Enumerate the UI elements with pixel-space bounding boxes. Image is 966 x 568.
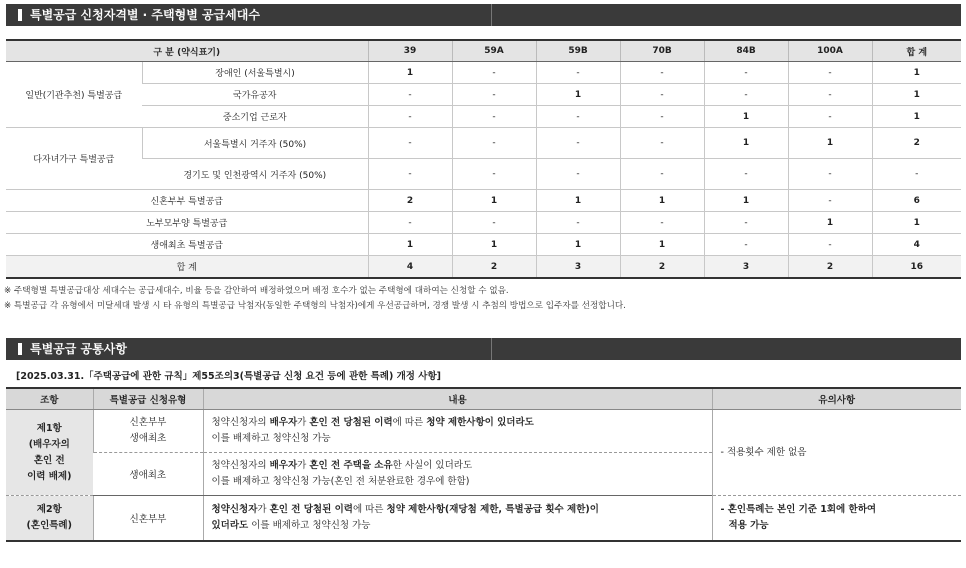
row-label: 경기도 및 인천광역시 거주자 (50%): [142, 159, 368, 190]
cell: 1: [788, 212, 872, 234]
cell: -: [452, 106, 536, 128]
cell: -: [368, 106, 452, 128]
cell: 1: [368, 62, 452, 84]
cell: 1: [788, 128, 872, 159]
note-line: 적용 가능: [728, 520, 769, 531]
cell: -: [452, 84, 536, 106]
content-line: [212, 502, 712, 518]
common-rules-table: [6, 387, 961, 542]
header-content: 내용: [203, 388, 712, 410]
cell: 1: [704, 190, 788, 212]
cell: 2: [620, 256, 704, 279]
cell-total: 6: [872, 190, 961, 212]
footnotes: [4, 284, 626, 314]
cell: -: [620, 106, 704, 128]
cell: -: [620, 84, 704, 106]
content-cell: [203, 410, 712, 453]
cell: -: [704, 62, 788, 84]
header-divider: [491, 4, 492, 26]
cell: 1: [536, 234, 620, 256]
type-cell: 생애최초: [93, 453, 203, 496]
clause-text: (배우자의: [28, 438, 70, 450]
clause-text: 제2항: [36, 504, 62, 515]
cell: 1: [536, 190, 620, 212]
cell: 3: [536, 256, 620, 279]
cell: -: [536, 212, 620, 234]
section2-title: 특별공급 공통사항: [30, 342, 127, 356]
text: 가: [257, 504, 270, 515]
cell: -: [452, 212, 536, 234]
footnote: ※ 주택형별 특별공급대상 세대수는 공급세대수, 비율 등을 감안하여 배정하였으며 배정 호수가 없는 주택형에 대하여는 신청할 수 없음.: [4, 286, 509, 296]
content-line: [212, 458, 712, 474]
text: 청약신청자의: [211, 417, 270, 428]
section1-header-bar: [6, 4, 961, 26]
table-row: [6, 410, 961, 453]
header-notes: 유의사항: [712, 388, 961, 410]
row-label: 서울특별시 거주자 (50%): [142, 128, 368, 159]
cell: -: [368, 159, 452, 190]
footnote: ※ 특별공급 각 유형에서 미달세대 발생 시 타 유형의 특별공급 낙첨자(동일한 주택형의 낙첨자)에게 우선공급하며, 경쟁 발생 시 추첨의 방법으로 입주자를 선정합니다.: [4, 301, 626, 311]
row-label: 국가유공자: [142, 84, 368, 106]
content-line: 이를 배제하고 청약신청 가능(혼인 전 처분완료한 경우에 한함): [211, 476, 470, 487]
rule-amendment-title: [2025.03.31.「주택공급에 관한 규칙」제55조의3(특별공급 신청 요건 등에 관한 특례) 개정 사항]: [16, 371, 441, 382]
cell: -: [620, 128, 704, 159]
content-line: [212, 415, 712, 431]
row-label: 장애인 (서울특별시): [142, 62, 368, 84]
cell: 3: [704, 256, 788, 279]
cell: 1: [620, 234, 704, 256]
cell: -: [788, 106, 872, 128]
cell: -: [368, 128, 452, 159]
header-divider: [491, 338, 492, 360]
cell-total: 16: [872, 256, 961, 279]
content-line: [212, 518, 712, 534]
cell: -: [368, 212, 452, 234]
header-type: 특별공급 신청유형: [93, 388, 203, 410]
row-label: 신혼부부 특별공급: [6, 190, 368, 212]
text-bold: 청약 제한사항(재당첨 제한, 특별공급 횟수 제한)이: [386, 504, 599, 515]
cell: 1: [704, 106, 788, 128]
text-bold: 청약 제한사항이 있더라도: [426, 417, 534, 428]
table-row: [6, 106, 961, 128]
header-84b: 84B: [704, 40, 788, 62]
header-category: 구 분 (약식표기): [6, 40, 368, 62]
row-label: 중소기업 근로자: [142, 106, 368, 128]
text-bold: 청약신청자: [211, 504, 258, 515]
text: 한 사실이 있더라도: [392, 460, 473, 471]
table-header-row: [6, 388, 961, 410]
table-header-row: [6, 40, 961, 62]
text: 이를 배제하고 청약신청 가능: [248, 520, 371, 531]
cell: -: [704, 234, 788, 256]
cell: 1: [452, 234, 536, 256]
cell: -: [452, 62, 536, 84]
row-label: 노부모부양 특별공급: [6, 212, 368, 234]
cell: -: [788, 159, 872, 190]
cell: 1: [452, 190, 536, 212]
type-text: 생애최초: [129, 433, 167, 444]
supply-count-table: [6, 39, 961, 279]
text-bold: 있더라도: [211, 520, 249, 531]
cell: 1: [536, 84, 620, 106]
content-cell: [203, 453, 712, 496]
cell: -: [452, 128, 536, 159]
type-cell: [93, 410, 203, 453]
text-bold: 혼인 전 주택을 소유: [309, 460, 393, 471]
header-clause: 조항: [6, 388, 93, 410]
table-row: [6, 212, 961, 234]
text-bold: 혼인 전 당첨된 이력: [269, 504, 353, 515]
table-row: [6, 62, 961, 84]
header-70b: 70B: [620, 40, 704, 62]
cell-total: 4: [872, 234, 961, 256]
clause-text: 이력 배제): [27, 470, 72, 482]
section2-header-bar: [6, 338, 961, 360]
section-marker: [18, 9, 22, 21]
cell: -: [452, 159, 536, 190]
cell: 2: [788, 256, 872, 279]
note-line: - 혼인특례는 본인 기준 1회에 한하여: [720, 504, 877, 515]
text: 에 따른: [392, 417, 427, 428]
table-row: [6, 190, 961, 212]
section1-title: 특별공급 신청자격별 · 주택형별 공급세대수: [30, 8, 260, 22]
cell: -: [788, 62, 872, 84]
header-total: 합 계: [872, 40, 961, 62]
notes-cell: [712, 496, 961, 542]
text-bold: 배우자: [269, 417, 298, 428]
cell-total: 1: [872, 62, 961, 84]
cell: 1: [368, 234, 452, 256]
header-39: 39: [368, 40, 452, 62]
clause-1: [6, 410, 93, 496]
cell: -: [620, 212, 704, 234]
clause-text: 혼인 전: [33, 454, 65, 466]
type-cell: 신혼부부: [93, 496, 203, 542]
header-59b: 59B: [536, 40, 620, 62]
cell-total: -: [872, 159, 961, 190]
table-row: [6, 496, 961, 542]
table-row: [6, 128, 961, 159]
type-text: 신혼부부: [129, 417, 167, 428]
clause-2: [6, 496, 93, 542]
group-label: 다자녀가구 특별공급: [6, 128, 142, 190]
cell-total: 1: [872, 84, 961, 106]
cell: 1: [704, 128, 788, 159]
text-bold: 배우자: [269, 460, 298, 471]
total-row: [6, 256, 961, 279]
cell-total: 2: [872, 128, 961, 159]
section-marker: [18, 343, 22, 355]
cell: 4: [368, 256, 452, 279]
content-cell: [203, 496, 712, 542]
cell: -: [620, 62, 704, 84]
table-row: [6, 159, 961, 190]
cell-total: 1: [872, 106, 961, 128]
cell: 1: [620, 190, 704, 212]
cell-total: 1: [872, 212, 961, 234]
text: 가: [297, 417, 310, 428]
group-label: 일반(기관추천) 특별공급: [6, 62, 142, 128]
text: 에 따른: [352, 504, 387, 515]
cell: -: [536, 159, 620, 190]
cell: -: [788, 84, 872, 106]
cell: -: [704, 159, 788, 190]
total-label: 합 계: [6, 256, 368, 279]
cell: -: [788, 234, 872, 256]
text: 청약신청자의: [211, 460, 270, 471]
cell: -: [536, 62, 620, 84]
cell: -: [620, 159, 704, 190]
text-bold: 혼인 전 당첨된 이력: [309, 417, 393, 428]
cell: 2: [368, 190, 452, 212]
cell: -: [704, 212, 788, 234]
cell: -: [704, 84, 788, 106]
header-59a: 59A: [452, 40, 536, 62]
cell: 2: [452, 256, 536, 279]
header-100a: 100A: [788, 40, 872, 62]
table-row: [6, 234, 961, 256]
content-line: 이를 배제하고 청약신청 가능: [211, 433, 331, 444]
cell: -: [536, 128, 620, 159]
text: 가: [297, 460, 310, 471]
clause-text: (혼인특례): [26, 520, 72, 531]
row-label: 생애최초 특별공급: [6, 234, 368, 256]
clause-text: 제1항: [36, 422, 62, 434]
notes-cell: - 적용횟수 제한 없음: [712, 410, 961, 496]
cell: -: [536, 106, 620, 128]
cell: -: [368, 84, 452, 106]
table-row: [6, 84, 961, 106]
cell: -: [788, 190, 872, 212]
